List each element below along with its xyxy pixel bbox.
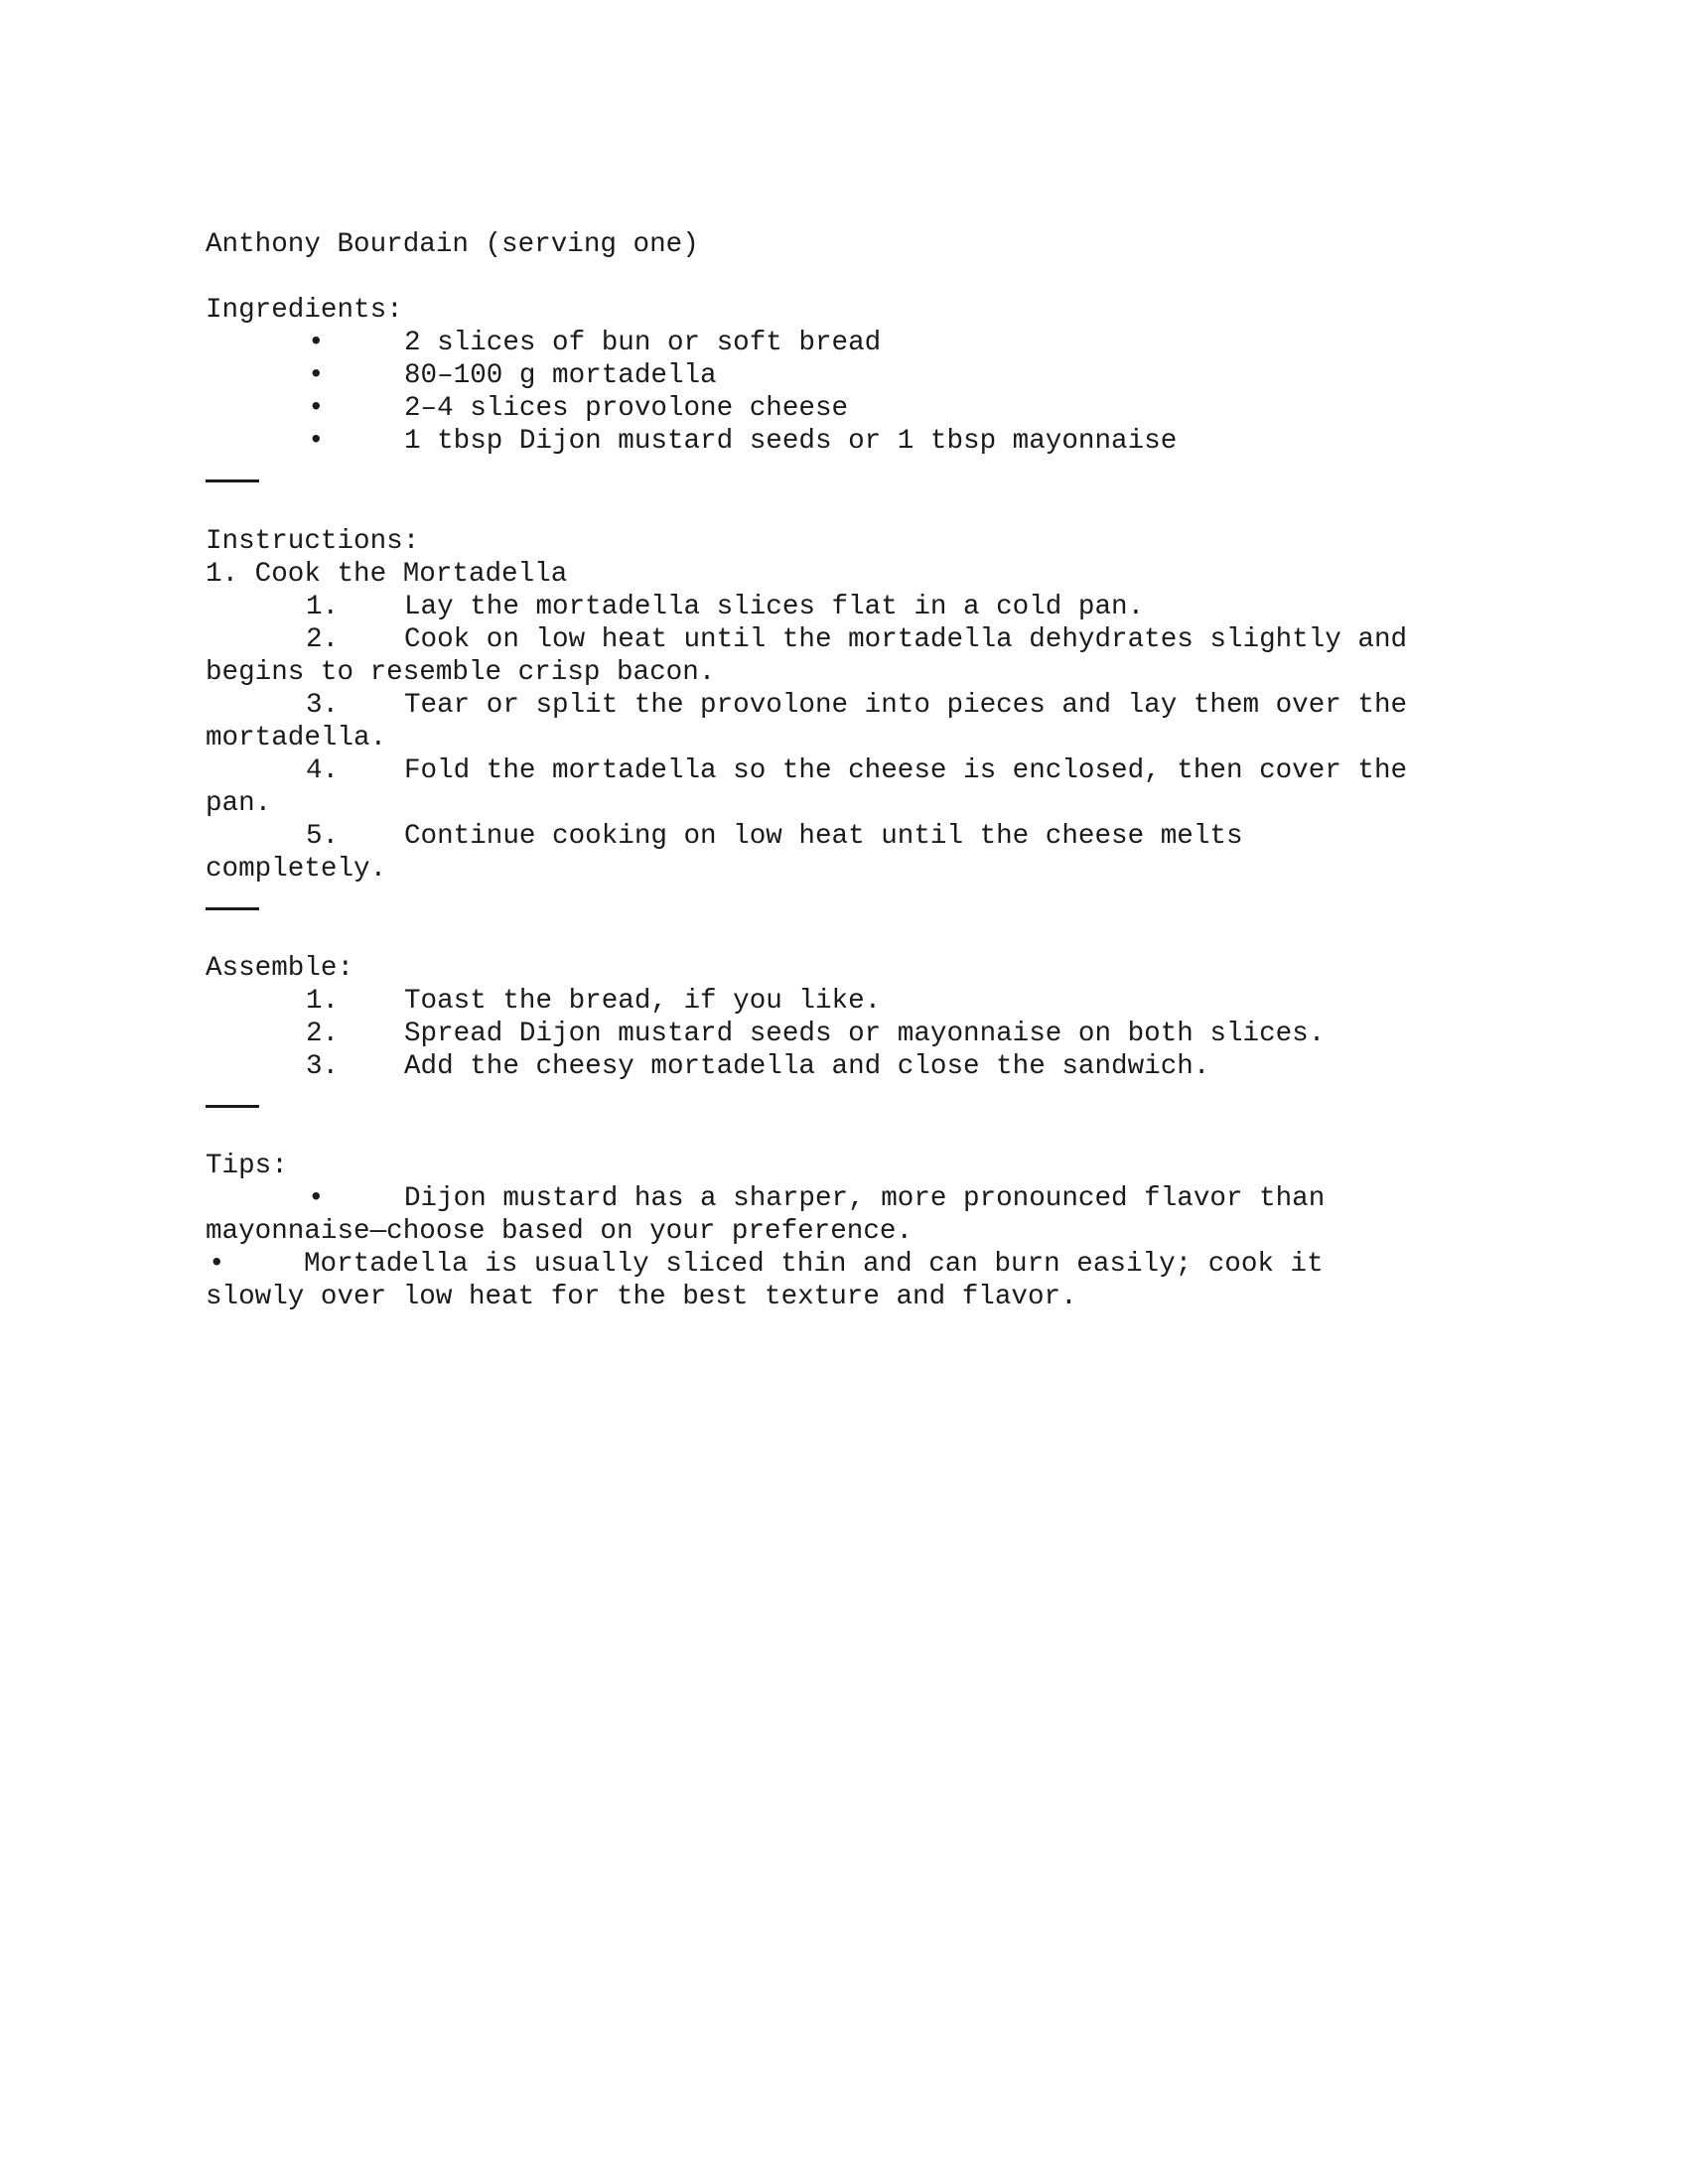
step-number: 3. xyxy=(306,1051,340,1082)
ingredient-item: 80–100 g mortadella xyxy=(404,360,717,391)
tips-heading: Tips: xyxy=(206,1151,288,1181)
step-number: 1. xyxy=(306,986,340,1017)
step-text: Lay the mortadella slices flat in a cold pan. xyxy=(404,592,1145,622)
tip-text-continuation: mayonnaise—choose based on your preference. xyxy=(206,1216,914,1247)
section-divider xyxy=(206,1105,259,1108)
step-text: Fold the mortadella so the cheese is enclosed, then cover the xyxy=(404,755,1408,786)
step-text: Spread Dijon mustard seeds or mayonnaise on both slices. xyxy=(404,1019,1326,1049)
step-number: 3. xyxy=(306,690,340,721)
step-number: 1. xyxy=(306,592,340,622)
bullet-marker: • xyxy=(308,1183,325,1214)
tip-text-continuation: slowly over low heat for the best texture and flavor. xyxy=(206,1282,1077,1312)
step-text-continuation: pan. xyxy=(206,788,272,819)
step-text: Toast the bread, if you like. xyxy=(404,986,882,1017)
step-number: 4. xyxy=(306,755,340,786)
step-text-continuation: begins to resemble crisp bacon. xyxy=(206,657,716,688)
instructions-heading: Instructions: xyxy=(206,526,420,557)
ingredient-item: 2 slices of bun or soft bread xyxy=(404,328,882,358)
section-divider xyxy=(206,907,259,910)
tip-text: Mortadella is usually sliced thin and can burn easily; cook it xyxy=(304,1249,1324,1280)
ingredients-heading: Ingredients: xyxy=(206,295,403,326)
assemble-heading: Assemble: xyxy=(206,953,354,984)
tip-text: Dijon mustard has a sharper, more pronounced flavor than xyxy=(404,1183,1326,1214)
step-number: 2. xyxy=(306,1019,340,1049)
bullet-marker: • xyxy=(209,1249,225,1280)
step-number: 2. xyxy=(306,624,340,655)
recipe-title: Anthony Bourdain (serving one) xyxy=(206,229,699,260)
step-text: Add the cheesy mortadella and close the sandwich. xyxy=(404,1051,1210,1082)
bullet-marker: • xyxy=(308,360,325,391)
step-text: Cook on low heat until the mortadella dehydrates slightly and xyxy=(404,624,1408,655)
bullet-marker: • xyxy=(308,328,325,358)
ingredient-item: 1 tbsp Dijon mustard seeds or 1 tbsp mayonnaise xyxy=(404,426,1178,457)
step-text: Tear or split the provolone into pieces and lay them over the xyxy=(404,690,1408,721)
bullet-marker: • xyxy=(308,426,325,457)
instructions-subheading: 1. Cook the Mortadella xyxy=(206,559,568,590)
step-text-continuation: completely. xyxy=(206,854,387,885)
step-text-continuation: mortadella. xyxy=(206,723,387,753)
step-text: Continue cooking on low heat until the cheese melts xyxy=(404,821,1243,852)
ingredient-item: 2–4 slices provolone cheese xyxy=(404,393,849,424)
step-number: 5. xyxy=(306,821,340,852)
section-divider xyxy=(206,479,259,482)
bullet-marker: • xyxy=(308,393,325,424)
